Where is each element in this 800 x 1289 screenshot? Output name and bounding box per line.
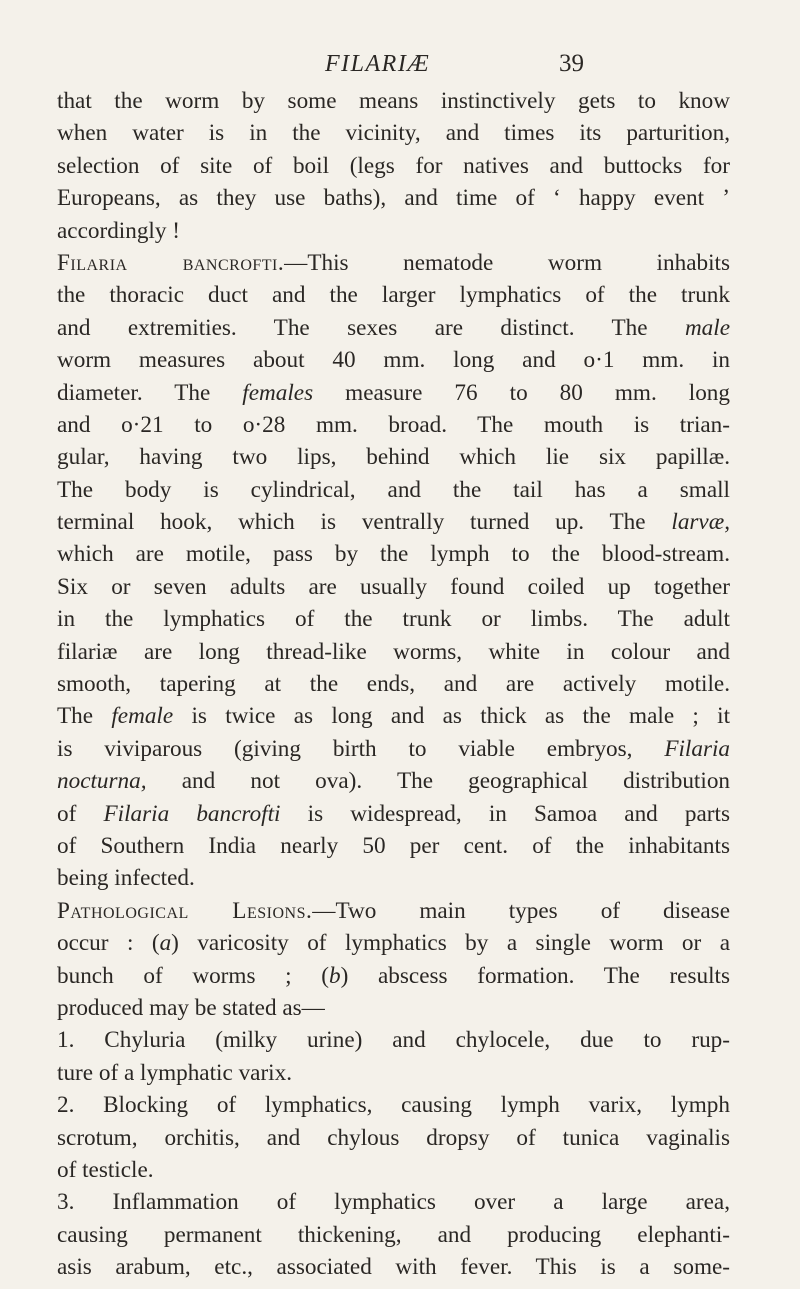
italic-term: b bbox=[329, 962, 341, 989]
text-line bbox=[57, 506, 730, 538]
text-run: ) varicosity of lymphatics by a single worm or a bbox=[171, 930, 730, 957]
text-run: is twice as long and as thick as the male ; it bbox=[191, 703, 731, 730]
text-run: of bbox=[57, 800, 77, 827]
italic-term: nocturna, bbox=[57, 768, 147, 795]
text-line: in the lymphatics of the trunk or limbs. The adult bbox=[57, 606, 730, 633]
text-line bbox=[57, 312, 730, 344]
text-line bbox=[57, 377, 730, 409]
text-line: ture of a lymphatic varix. bbox=[57, 1059, 293, 1086]
section-heading-filaria-bancrofti: Filaria bancrofti. bbox=[57, 249, 285, 276]
text-line: that the worm by some means instinctively gets to know bbox=[57, 88, 730, 114]
text-line: selection of site of boil (legs for natives and buttocks for bbox=[57, 152, 730, 179]
text-run: measure 76 to 80 mm. long bbox=[345, 379, 730, 406]
text-run: is widespread, in Samoa and parts bbox=[307, 800, 730, 827]
text-run: is viviparous (giving birth to viable embryos, bbox=[57, 735, 633, 762]
text-line: Six or seven adults are usually found coiled up together bbox=[57, 573, 730, 600]
italic-term: larvæ, bbox=[671, 509, 730, 536]
text-line: being infected. bbox=[57, 865, 195, 892]
text-line: asis arabum, etc., associated with fever. This is a some- bbox=[57, 1254, 730, 1281]
text-run: —This nematode worm inhabits bbox=[284, 249, 730, 276]
text-line: causing permanent thickening, and producing elephanti- bbox=[57, 1221, 730, 1248]
text-line: worm measures about 40 mm. long and o·1 mm. in bbox=[57, 347, 730, 374]
text-line bbox=[57, 798, 730, 830]
text-line bbox=[57, 700, 730, 732]
italic-term: Filaria bbox=[664, 735, 731, 762]
text-line: of Southern India nearly 50 per cent. of the inhabitants bbox=[57, 832, 730, 859]
text-run: The bbox=[57, 703, 94, 730]
text-line: Europeans, as they use baths), and time of ‘ happy event ’ bbox=[57, 185, 730, 212]
italic-term: female bbox=[111, 703, 174, 730]
text-line: when water is in the vicinity, and times its parturition, bbox=[57, 120, 730, 147]
text-line bbox=[57, 247, 730, 279]
text-line: scrotum, orchitis, and chylous dropsy of tunica vaginalis bbox=[57, 1124, 730, 1151]
text-run: and not ova). The geographical distribution bbox=[181, 768, 731, 795]
text-line: and o·21 to o·28 mm. broad. The mouth is trian- bbox=[57, 411, 730, 438]
text-line bbox=[57, 895, 730, 927]
text-run: diameter. The bbox=[57, 379, 211, 406]
text-line: The body is cylindrical, and the tail has a small bbox=[57, 476, 730, 503]
running-head bbox=[0, 48, 800, 80]
text-line: gular, having two lips, behind which lie six papillæ. bbox=[57, 444, 730, 471]
italic-term: a bbox=[159, 930, 172, 957]
text-run: —Two main types of disease bbox=[312, 897, 730, 924]
page-number: 39 bbox=[559, 50, 584, 77]
section-heading-pathological-lesions: Pathological Lesions. bbox=[57, 897, 313, 924]
text-line bbox=[57, 733, 730, 765]
text-run: and extremities. The sexes are distinct. The bbox=[57, 314, 648, 341]
text-line: accordingly ! bbox=[57, 217, 180, 244]
body-text bbox=[57, 85, 730, 1283]
text-line bbox=[57, 960, 730, 992]
list-item-1: 1. Chyluria (milky urine) and chylocele, due to rup- bbox=[57, 1027, 730, 1054]
italic-term: females bbox=[242, 379, 314, 406]
list-item-2: 2. Blocking of lymphatics, causing lymph varix, lymph bbox=[57, 1092, 730, 1119]
italic-term: male bbox=[684, 314, 731, 341]
running-title: FILARIÆ bbox=[325, 51, 431, 77]
text-line bbox=[57, 765, 730, 797]
text-line: filariæ are long thread-like worms, white in colour and bbox=[57, 638, 730, 665]
italic-term: Filaria bancrofti bbox=[103, 800, 281, 827]
text-line: produced may be stated as— bbox=[57, 994, 325, 1021]
text-line: which are motile, pass by the lymph to the blood-stream. bbox=[57, 541, 730, 568]
text-run: bunch of worms ; ( bbox=[57, 962, 329, 989]
text-line: of testicle. bbox=[57, 1156, 154, 1183]
text-run: terminal hook, which is ventrally turned up. The bbox=[57, 509, 646, 536]
text-line: the thoracic duct and the larger lymphatics of the trunk bbox=[57, 282, 730, 309]
text-run: occur : ( bbox=[57, 930, 160, 957]
text-line bbox=[57, 927, 730, 959]
text-line: smooth, tapering at the ends, and are actively motile. bbox=[57, 671, 730, 698]
list-item-3: 3. Inflammation of lymphatics over a large area, bbox=[57, 1189, 730, 1216]
text-run: ) abscess formation. The results bbox=[340, 962, 730, 989]
